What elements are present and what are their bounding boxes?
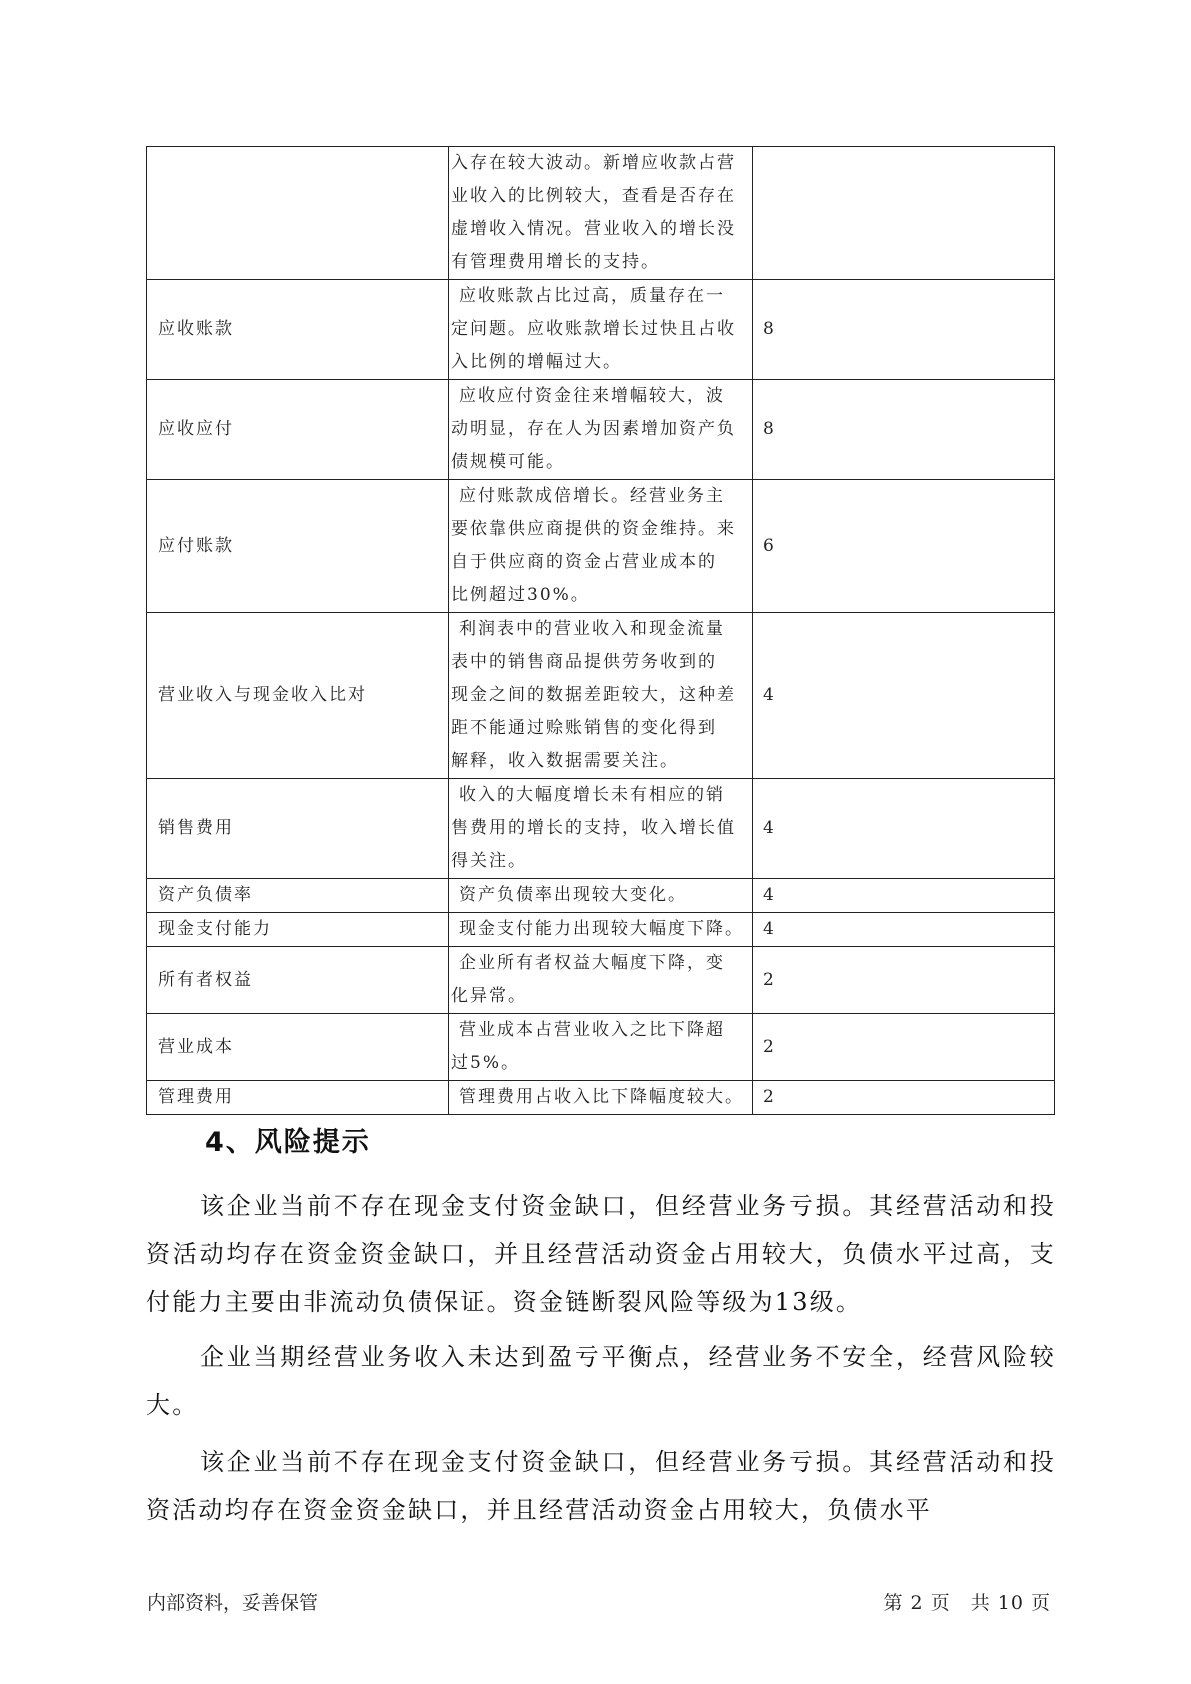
indicator-score-cell: 8 xyxy=(753,280,1055,380)
description-line: 虚增收入情况。营业收入的增长没 xyxy=(451,219,736,239)
table-row xyxy=(147,879,1055,913)
page-number: 2 xyxy=(910,1592,924,1614)
indicator-score-cell xyxy=(753,147,1055,280)
indicator-name-cell: 营业收入与现金收入比对 xyxy=(147,613,449,779)
indicator-description-cell xyxy=(449,947,753,1014)
description-line: 应收应付资金往来增幅较大，波 xyxy=(459,386,725,406)
indicator-name-cell xyxy=(147,147,449,280)
table-row xyxy=(147,779,1055,879)
indicator-description-cell xyxy=(449,913,753,947)
indicator-score-cell: 4 xyxy=(753,779,1055,879)
table-row xyxy=(147,1081,1055,1115)
description-line: 收入的大幅度增长未有相应的销 xyxy=(459,785,725,805)
description-line: 比例超过30%。 xyxy=(451,585,590,605)
description-line: 售费用的增长的支持，收入增长值 xyxy=(451,818,736,838)
indicator-description-cell xyxy=(449,613,753,779)
indicator-score-cell: 6 xyxy=(753,480,1055,613)
footer-page-indicator xyxy=(883,1588,1051,1615)
indicator-score-cell: 2 xyxy=(753,1081,1055,1115)
table-row xyxy=(147,947,1055,1014)
description-line: 企业所有者权益大幅度下降，变 xyxy=(459,953,725,973)
table-row xyxy=(147,1014,1055,1081)
indicator-name-cell: 所有者权益 xyxy=(147,947,449,1014)
indicator-description-cell xyxy=(449,1081,753,1115)
description-line: 入比例的增幅过大。 xyxy=(451,352,622,372)
page-label-suffix: 页 xyxy=(1030,1592,1051,1614)
table-row xyxy=(147,480,1055,613)
description-line: 得关注。 xyxy=(451,851,527,871)
indicator-description-cell xyxy=(449,779,753,879)
description-line: 表中的销售商品提供劳务收到的 xyxy=(451,652,717,672)
indicator-description-cell xyxy=(449,147,753,280)
description-line: 营业成本占营业收入之比下降超 xyxy=(459,1020,725,1040)
indicator-name-cell: 资产负债率 xyxy=(147,879,449,913)
indicator-description-cell xyxy=(449,380,753,480)
indicator-score-cell: 2 xyxy=(753,1014,1055,1081)
risk-indicator-table xyxy=(146,146,1055,1115)
table-row xyxy=(147,380,1055,480)
section-heading: 4、风险提示 xyxy=(205,1127,371,1158)
indicator-description-cell xyxy=(449,879,753,913)
indicator-score-cell: 4 xyxy=(753,879,1055,913)
indicator-score-cell: 8 xyxy=(753,380,1055,480)
description-line: 过5%。 xyxy=(451,1053,520,1073)
page-label-mid: 页 共 xyxy=(930,1592,991,1614)
description-line: 现金支付能力出现较大幅度下降。 xyxy=(459,919,744,939)
indicator-name-cell: 销售费用 xyxy=(147,779,449,879)
indicator-name-cell: 应收账款 xyxy=(147,280,449,380)
indicator-score-cell: 2 xyxy=(753,947,1055,1014)
indicator-name-cell: 应付账款 xyxy=(147,480,449,613)
description-line: 入存在较大波动。新增应收款占营 xyxy=(451,153,736,173)
risk-paragraph-1: 该企业当前不存在现金支付资金缺口，但经营业务亏损。其经营活动和投资活动均存在资金资金缺口，并且经营活动资金占用较大，负债水平过高，支付能力主要由非流动负债保证。资金链断裂风险等级为13级。 xyxy=(146,1192,1056,1316)
description-line: 动明显，存在人为因素增加资产负 xyxy=(451,419,736,439)
table-row xyxy=(147,147,1055,280)
description-line: 资产负债率出现较大变化。 xyxy=(459,885,687,905)
description-line: 解释，收入数据需要关注。 xyxy=(451,751,679,771)
description-line: 现金之间的数据差距较大，这种差 xyxy=(451,685,736,705)
description-line: 管理费用占收入比下降幅度较大。 xyxy=(459,1087,744,1107)
indicator-description-cell xyxy=(449,280,753,380)
description-line: 定问题。应收账款增长过快且占收 xyxy=(451,319,736,339)
indicator-description-cell xyxy=(449,480,753,613)
description-line: 业收入的比例较大，查看是否存在 xyxy=(451,186,736,206)
indicator-score-cell: 4 xyxy=(753,913,1055,947)
risk-paragraph-2: 企业当期经营业务收入未达到盈亏平衡点，经营业务不安全，经营风险较大。 xyxy=(146,1343,1056,1419)
description-line: 要依靠供应商提供的资金维持。来 xyxy=(451,519,736,539)
description-line: 有管理费用增长的支持。 xyxy=(451,252,660,272)
indicator-name-cell: 管理费用 xyxy=(147,1081,449,1115)
footer-confidential-note: 内部资料，妥善保管 xyxy=(147,1592,319,1614)
indicator-name-cell: 应收应付 xyxy=(147,380,449,480)
indicator-name-cell: 营业成本 xyxy=(147,1014,449,1081)
indicator-score-cell: 4 xyxy=(753,613,1055,779)
description-line: 化异常。 xyxy=(451,986,527,1006)
total-pages: 10 xyxy=(997,1592,1024,1614)
description-line: 自于供应商的资金占营业成本的 xyxy=(451,552,717,572)
description-line: 应付账款成倍增长。经营业务主 xyxy=(459,486,725,506)
table-row xyxy=(147,280,1055,380)
description-line: 距不能通过赊账销售的变化得到 xyxy=(451,718,717,738)
risk-paragraph-3: 该企业当前不存在现金支付资金缺口，但经营业务亏损。其经营活动和投资活动均存在资金资金缺口，并且经营活动资金占用较大，负债水平 xyxy=(146,1448,1056,1524)
table-row xyxy=(147,613,1055,779)
indicator-name-cell: 现金支付能力 xyxy=(147,913,449,947)
table-row xyxy=(147,913,1055,947)
description-line: 债规模可能。 xyxy=(451,452,565,472)
description-line: 利润表中的营业收入和现金流量 xyxy=(459,619,725,639)
page-label-prefix: 第 xyxy=(883,1592,904,1614)
indicator-description-cell xyxy=(449,1014,753,1081)
description-line: 应收账款占比过高，质量存在一 xyxy=(459,286,725,306)
risk-table-body xyxy=(147,147,1055,1115)
